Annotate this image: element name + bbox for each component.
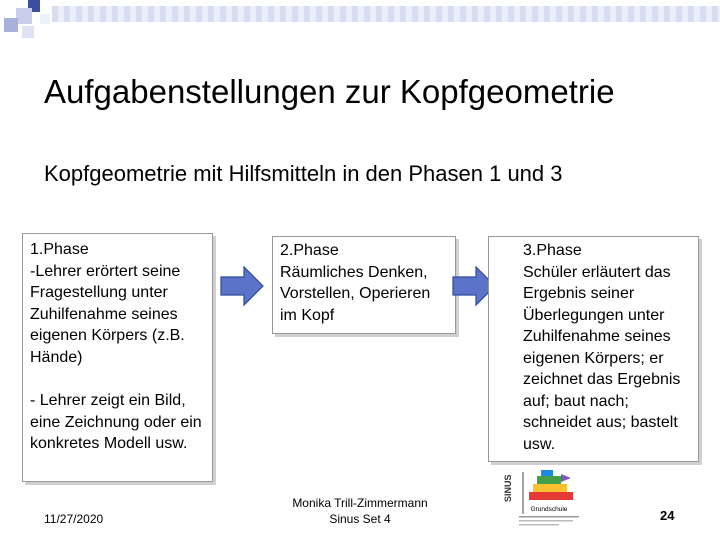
logo-side-text: SINUS	[503, 474, 513, 502]
logo-label: Grundschule	[530, 506, 568, 513]
slide-title: Aufgabenstellungen zur Kopfgeometrie	[44, 73, 615, 110]
corner-decoration	[0, 0, 60, 44]
phase-1-box	[22, 233, 213, 482]
phase-1-extra-text: - Lehrer zeigt ein Bild, eine Zeichnung oder ein konkretes Modell usw.	[30, 392, 202, 452]
footer-date: 11/27/2020	[44, 512, 104, 526]
sinus-grundschule-logo	[505, 468, 589, 530]
phase-3-text: 3.Phase Schüler erläutert das Ergebnis seiner Überlegungen unter Zuhilfenahme seines eigenen Körpers; er zeichnet das Ergebnis auf; baut nach; schneidet aus; bastelt usw.	[523, 242, 681, 453]
footer-author: Monika Trill-Zimmermann Sinus Set 4	[292, 496, 428, 526]
phase-3-box	[488, 236, 699, 462]
right-arrow-icon	[220, 266, 264, 306]
phase-2-box	[272, 236, 456, 334]
slide-subtitle: Kopfgeometrie mit Hilfsmitteln in den Phasen 1 und 3	[44, 161, 563, 186]
top-decorative-bar	[52, 6, 720, 22]
page-number: 24	[660, 508, 675, 523]
phase-1-text: 1.Phase -Lehrer erörtert seine Fragestellung unter Zuhilfenahme seines eigenen Körpers (z.B. Hände)	[30, 241, 185, 366]
phase-2-text: 2.Phase Räumliches Denken, Vorstellen, Operieren im Kopf	[280, 242, 431, 324]
